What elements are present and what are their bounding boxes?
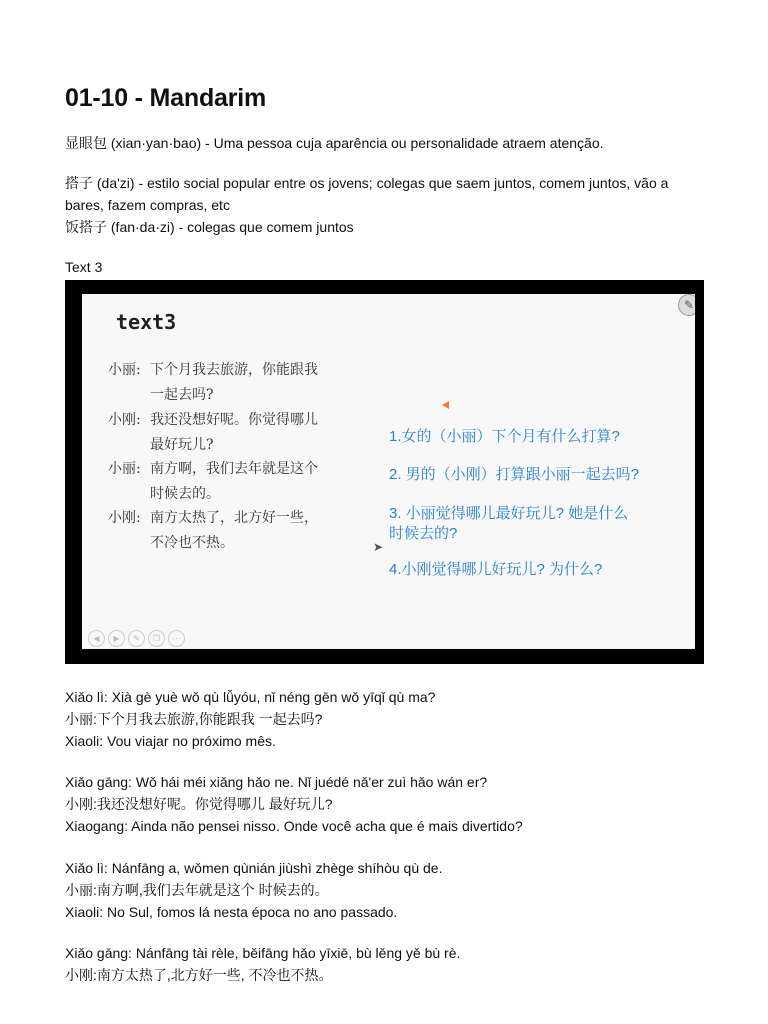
- more-icon[interactable]: ⋯: [168, 630, 185, 647]
- speaker-name: 小丽:: [108, 362, 141, 378]
- dialogue-text: 不冷也不热。: [150, 535, 234, 551]
- hanzi-line: 小丽:南方啊,我们去年就是这个 时候去的。: [65, 882, 329, 898]
- question-2: 2. 男的（小刚）打算跟小丽一起去吗?: [389, 466, 640, 483]
- pinyin-line: Xiǎo gāng: Wǒ hái méi xiǎng hǎo ne. Nǐ juédé nǎ'er zuì hǎo wán er?: [65, 774, 488, 790]
- dialogue-line: [108, 408, 318, 458]
- hanzi-line: 小丽:下个月我去旅游,你能跟我 一起去吗?: [65, 711, 323, 727]
- dialogue-text: 南方太热了，北方好一些，: [150, 510, 318, 526]
- pen-icon: ✎: [678, 294, 695, 316]
- transcript-block: [65, 771, 705, 837]
- dialogue-text: 下个月我去旅游，你能跟我: [150, 362, 318, 378]
- dialogue-line: [108, 457, 318, 507]
- slide-controls: [88, 630, 185, 647]
- speaker-icon[interactable]: [442, 401, 449, 409]
- transcript-block: [65, 857, 705, 923]
- dialogue-line: [108, 506, 318, 556]
- page-title: 01-10 - Mandarim: [65, 84, 267, 112]
- speaker-name: 小丽:: [108, 461, 141, 477]
- pinyin-line: Xiǎo gāng: Nánfāng tài rèle, běifāng hǎo yīxiē, bù lěng yě bù rè.: [65, 945, 461, 961]
- speaker-name: 小刚:: [108, 412, 141, 428]
- transcript-block: [65, 686, 705, 752]
- text-label: Text 3: [65, 259, 103, 275]
- vocab-item-xianyanbao: [65, 132, 705, 154]
- vocab-text: 饭搭子 (fan·da·zi) - colegas que comem juntos: [65, 219, 354, 235]
- dialogue-text: 我还没想好呢。你觉得哪儿: [150, 412, 318, 428]
- translation-line: Xiaogang: Ainda não pensei nisso. Onde você acha que é mais divertido?: [65, 818, 523, 834]
- draw-icon[interactable]: ✎: [128, 630, 145, 647]
- pinyin-line: Xiǎo lì: Xià gè yuè wǒ qù lǚyóu, nǐ néng gēn wǒ yīqǐ qù ma?: [65, 689, 436, 705]
- next-icon[interactable]: ▶: [108, 630, 125, 647]
- vocab-text: 显眼包 (xian·yan·bao) - Uma pessoa cuja aparência ou personalidade atraem atenção.: [65, 135, 604, 151]
- question-text: 时候去的?: [389, 525, 458, 542]
- question-text: 3. 小丽觉得哪儿最好玩儿? 她是什么: [389, 505, 629, 522]
- slide-image: [65, 280, 704, 664]
- dialogue-text: 最好玩儿?: [150, 437, 214, 453]
- question-1: 1.女的（小丽）下个月有什么打算?: [389, 428, 620, 445]
- translation-line: Xiaoli: Vou viajar no próximo mês.: [65, 733, 276, 749]
- dialogue-line: [108, 358, 318, 408]
- translation-line: Xiaoli: No Sul, fomos lá nesta época no ano passado.: [65, 904, 398, 920]
- vocab-text: 搭子 (da'zi) - estilo social popular entre os jovens; colegas que saem juntos, comem juntos, vão a bares, fazem compras, etc: [65, 175, 669, 213]
- question-3: [389, 504, 628, 544]
- copy-icon[interactable]: ❐: [148, 630, 165, 647]
- dialogue-text: 南方啊，我们去年就是这个: [150, 461, 318, 477]
- vocab-item-dazi: [65, 172, 705, 238]
- dialogue-text: 时候去的。: [150, 486, 220, 502]
- cursor-icon: ➤: [373, 540, 384, 554]
- hanzi-line: 小刚:我还没想好呢。你觉得哪儿 最好玩儿?: [65, 796, 333, 812]
- prev-icon[interactable]: ◀: [88, 630, 105, 647]
- slide-canvas: [82, 294, 695, 649]
- hanzi-line: 小刚:南方太热了,北方好一些, 不冷也不热。: [65, 967, 333, 983]
- question-4: 4.小刚觉得哪儿好玩儿? 为什么?: [389, 561, 603, 578]
- speaker-name: 小刚:: [108, 510, 141, 526]
- dialogue-text: 一起去吗?: [150, 387, 214, 403]
- pinyin-line: Xiǎo lì: Nánfāng a, wǒmen qùnián jiùshì zhège shíhòu qù de.: [65, 860, 443, 876]
- transcript-block: [65, 942, 705, 986]
- slide-title: text3: [116, 310, 177, 334]
